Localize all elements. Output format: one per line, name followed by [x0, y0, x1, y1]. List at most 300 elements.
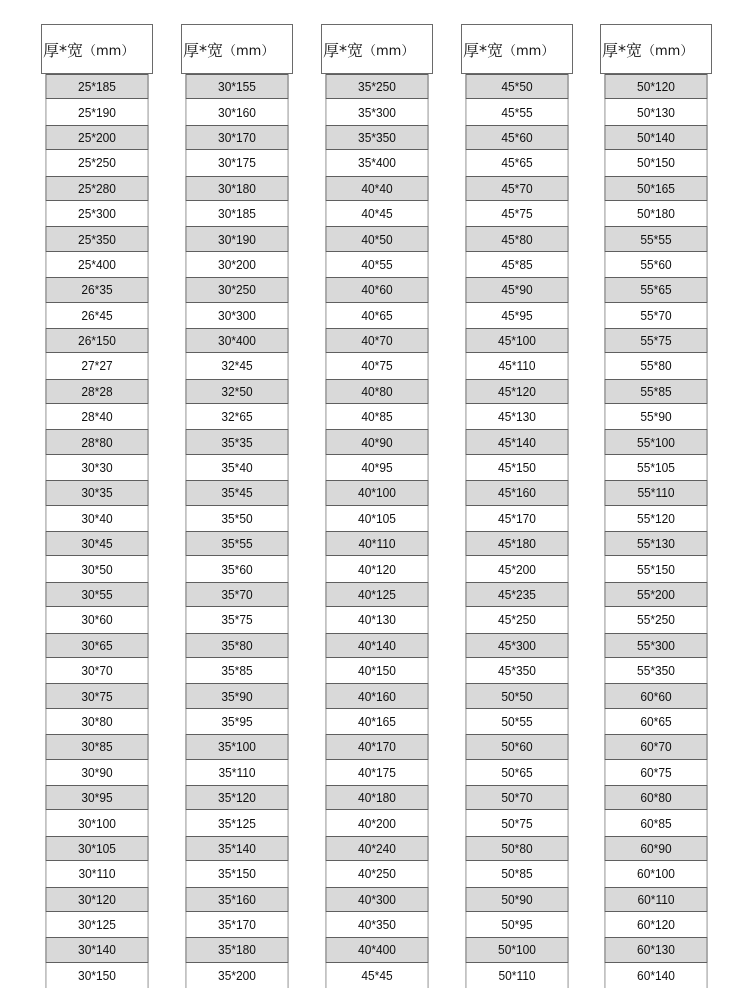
size-cell [45, 150, 148, 175]
size-cell [185, 252, 288, 277]
size-value: 30*110 [78, 866, 116, 882]
size-cell [45, 429, 148, 454]
size-value: 30*185 [218, 206, 256, 222]
size-cell [185, 303, 288, 328]
size-value: 60*85 [640, 815, 672, 831]
size-cell [325, 277, 428, 302]
size-cell [45, 506, 148, 531]
size-cell [604, 506, 707, 531]
size-value: 28*80 [81, 434, 113, 450]
size-cell [45, 328, 148, 353]
size-cell [45, 480, 148, 505]
size-cell [45, 861, 148, 886]
size-cell [325, 74, 428, 99]
size-value: 45*60 [501, 129, 533, 145]
size-value: 45*80 [501, 231, 533, 247]
size-cell [325, 480, 428, 505]
size-value: 55*250 [637, 612, 675, 628]
size-cell [325, 328, 428, 353]
size-rows [600, 74, 712, 988]
size-cell [325, 810, 428, 835]
size-value: 30*90 [81, 764, 113, 780]
size-value: 55*65 [640, 282, 672, 298]
size-value: 45*100 [498, 333, 536, 349]
size-value: 35*85 [221, 663, 253, 679]
size-value: 40*100 [358, 485, 396, 501]
size-value: 40*180 [358, 790, 396, 806]
size-cell [185, 734, 288, 759]
size-cell [185, 582, 288, 607]
size-value: 30*155 [218, 79, 256, 95]
size-cell [465, 74, 568, 99]
size-cell [325, 963, 428, 988]
size-cell [185, 429, 288, 454]
size-value: 45*140 [498, 434, 536, 450]
size-value: 30*170 [218, 129, 256, 145]
size-cell [325, 633, 428, 658]
size-cell [325, 556, 428, 581]
size-value: 35*120 [218, 790, 256, 806]
size-cell [465, 125, 568, 150]
size-value: 50*180 [637, 206, 675, 222]
size-value: 30*180 [218, 180, 256, 196]
column-header [461, 24, 573, 74]
size-cell [604, 861, 707, 886]
size-cell [325, 226, 428, 251]
size-cell [45, 963, 148, 988]
size-value: 25*350 [78, 231, 116, 247]
size-cell [465, 658, 568, 683]
size-value: 40*125 [358, 587, 396, 602]
size-cell [604, 658, 707, 683]
size-value: 30*300 [218, 307, 256, 323]
size-cell [185, 201, 288, 226]
size-value: 40*55 [361, 256, 393, 272]
size-cell [325, 785, 428, 810]
size-value: 45*160 [498, 485, 536, 501]
size-cell [465, 176, 568, 201]
size-rows [461, 74, 573, 988]
size-cell [185, 963, 288, 988]
size-value: 55*300 [637, 637, 675, 653]
size-value: 60*100 [637, 866, 675, 882]
size-cell [604, 480, 707, 505]
size-cell [185, 404, 288, 429]
size-cell [465, 429, 568, 454]
size-cell [45, 760, 148, 785]
size-cell [185, 709, 288, 734]
size-value: 30*70 [81, 663, 113, 679]
size-cell [45, 937, 148, 962]
size-cell [185, 810, 288, 835]
size-value: 50*150 [637, 155, 675, 171]
size-value: 45*300 [498, 637, 536, 653]
size-value: 40*170 [358, 739, 396, 755]
size-value: 55*70 [640, 307, 672, 323]
size-cell [185, 353, 288, 378]
size-cell [325, 404, 428, 429]
size-cell [185, 937, 288, 962]
size-cell [45, 252, 148, 277]
size-value: 26*35 [81, 282, 113, 298]
size-value: 35*200 [218, 967, 256, 983]
size-value: 35*170 [218, 917, 256, 933]
size-cell [604, 734, 707, 759]
size-cell [185, 531, 288, 556]
size-cell [45, 455, 148, 480]
size-value: 35*50 [221, 510, 253, 526]
size-value: 55*80 [640, 358, 672, 374]
size-cell [604, 810, 707, 835]
size-value: 40*175 [358, 764, 396, 780]
size-cell [45, 125, 148, 150]
size-cell [45, 556, 148, 581]
size-value: 40*250 [358, 866, 396, 882]
size-cell [45, 201, 148, 226]
size-value: 26*150 [78, 333, 116, 349]
size-cell [45, 734, 148, 759]
size-value: 40*110 [358, 536, 396, 552]
size-cell [465, 201, 568, 226]
size-value: 50*140 [637, 129, 675, 145]
size-rows [41, 74, 153, 988]
size-value: 50*75 [501, 815, 533, 831]
size-value: 35*250 [358, 79, 396, 95]
size-value: 25*400 [78, 256, 116, 272]
size-value: 60*90 [640, 840, 672, 856]
size-cell [45, 74, 148, 99]
size-value: 50*120 [637, 79, 675, 95]
size-cell [325, 455, 428, 480]
size-value: 40*140 [358, 637, 396, 653]
size-cell [185, 506, 288, 531]
column-header [321, 24, 433, 74]
size-value: 55*110 [637, 485, 675, 501]
size-value: 32*65 [221, 409, 253, 425]
size-value: 40*90 [361, 434, 393, 450]
size-value: 40*75 [361, 358, 393, 374]
size-rows [321, 74, 433, 988]
size-cell [465, 455, 568, 480]
size-cell [45, 404, 148, 429]
size-value: 45*200 [498, 561, 536, 577]
size-cell [465, 99, 568, 124]
size-value: 40*120 [358, 561, 396, 577]
size-cell [465, 785, 568, 810]
size-cell [465, 556, 568, 581]
size-cell [185, 683, 288, 708]
size-cell [604, 937, 707, 962]
size-cell [185, 277, 288, 302]
size-cell [325, 303, 428, 328]
size-value: 45*250 [498, 612, 536, 628]
size-value: 40*160 [358, 688, 396, 704]
size-value: 55*100 [637, 434, 675, 450]
size-cell [325, 531, 428, 556]
size-cell [465, 912, 568, 937]
size-value: 50*70 [501, 790, 533, 806]
size-cell [185, 480, 288, 505]
size-value: 60*80 [640, 790, 672, 806]
header-label: 厚*宽 [602, 40, 643, 60]
size-cell [45, 607, 148, 632]
size-cell [325, 861, 428, 886]
size-cell [185, 760, 288, 785]
size-cell [604, 531, 707, 556]
size-value: 35*110 [218, 764, 256, 780]
size-value: 35*45 [221, 485, 253, 501]
size-cell [604, 683, 707, 708]
size-cell [604, 99, 707, 124]
size-value: 30*95 [81, 790, 113, 806]
size-value: 60*110 [637, 891, 675, 907]
size-value: 45*170 [498, 510, 536, 526]
size-cell [465, 633, 568, 658]
size-value: 30*175 [218, 155, 256, 171]
size-value: 55*75 [640, 333, 672, 349]
size-cell [185, 861, 288, 886]
size-cell [465, 937, 568, 962]
size-cell [45, 709, 148, 734]
size-cell [465, 379, 568, 404]
size-cell [45, 99, 148, 124]
size-cell [604, 252, 707, 277]
size-value: 30*45 [81, 536, 113, 552]
size-value: 30*140 [78, 942, 116, 958]
size-value: 40*240 [358, 840, 396, 856]
size-cell [185, 99, 288, 124]
column-header [600, 24, 712, 74]
size-value: 45*50 [501, 79, 533, 95]
size-value: 55*105 [637, 460, 675, 476]
size-value: 30*150 [78, 967, 116, 983]
size-cell [45, 531, 148, 556]
size-cell [45, 912, 148, 937]
size-rows [181, 74, 293, 988]
size-value: 30*200 [218, 256, 256, 272]
size-value: 60*75 [640, 764, 672, 780]
size-cell [465, 683, 568, 708]
header-label: 厚*宽 [183, 40, 224, 60]
size-value: 50*60 [501, 739, 533, 755]
size-value: 50*95 [501, 917, 533, 933]
size-value: 60*70 [640, 739, 672, 755]
size-cell [465, 734, 568, 759]
size-value: 25*250 [78, 155, 116, 171]
size-cell [185, 633, 288, 658]
size-cell [465, 404, 568, 429]
size-value: 28*28 [81, 383, 113, 399]
size-cell [465, 836, 568, 861]
size-cell [185, 176, 288, 201]
size-value: 40*40 [361, 180, 393, 196]
size-value: 30*105 [78, 840, 116, 856]
size-value: 60*120 [637, 917, 675, 933]
size-cell [604, 633, 707, 658]
size-value: 30*30 [81, 460, 113, 476]
size-cell [604, 226, 707, 251]
size-value: 35*100 [218, 739, 256, 755]
size-value: 35*95 [221, 713, 253, 729]
size-value: 30*250 [218, 282, 256, 298]
size-cell [45, 176, 148, 201]
size-cell [185, 658, 288, 683]
size-value: 55*90 [640, 409, 672, 425]
size-cell [465, 810, 568, 835]
size-cell [604, 582, 707, 607]
size-value: 60*140 [637, 967, 675, 983]
size-value: 50*50 [501, 688, 533, 704]
size-column-5 [600, 24, 712, 988]
size-value: 35*350 [358, 129, 396, 145]
size-value: 30*400 [218, 333, 256, 349]
size-cell [604, 556, 707, 581]
size-value: 45*130 [498, 409, 536, 425]
size-value: 50*65 [501, 764, 533, 780]
size-value: 55*130 [637, 536, 675, 552]
size-cell [604, 303, 707, 328]
size-cell [604, 963, 707, 988]
size-value: 55*60 [640, 256, 672, 272]
header-unit: （mm） [363, 43, 415, 59]
size-cell [45, 887, 148, 912]
size-value: 40*85 [361, 409, 393, 425]
size-value: 45*95 [501, 307, 533, 323]
size-cell [45, 353, 148, 378]
size-value: 45*235 [498, 587, 536, 602]
size-cell [604, 760, 707, 785]
size-value: 35*75 [221, 612, 253, 628]
size-value: 45*150 [498, 460, 536, 476]
size-cell [604, 328, 707, 353]
size-cell [185, 887, 288, 912]
size-value: 50*100 [498, 942, 536, 958]
size-value: 40*65 [361, 307, 393, 323]
size-value: 30*85 [81, 739, 113, 755]
size-value: 40*60 [361, 282, 393, 298]
size-cell [185, 379, 288, 404]
size-value: 55*120 [637, 510, 675, 526]
size-value: 55*85 [640, 383, 672, 399]
header-label: 厚*宽 [43, 40, 84, 60]
size-cell [604, 785, 707, 810]
size-cell [325, 99, 428, 124]
size-value: 50*165 [637, 180, 675, 196]
size-cell [465, 328, 568, 353]
size-value: 45*180 [498, 536, 536, 552]
size-cell [604, 201, 707, 226]
size-cell [465, 506, 568, 531]
header-unit: （mm） [503, 43, 555, 59]
size-value: 30*80 [81, 713, 113, 729]
size-value: 60*60 [640, 688, 672, 704]
size-cell [604, 429, 707, 454]
size-cell [185, 74, 288, 99]
size-value: 30*55 [81, 587, 113, 602]
size-value: 35*40 [221, 460, 253, 476]
size-cell [185, 912, 288, 937]
size-cell [185, 556, 288, 581]
size-value: 45*90 [501, 282, 533, 298]
size-cell [604, 709, 707, 734]
header-unit: （mm） [83, 43, 135, 59]
size-cell [465, 277, 568, 302]
size-cell [185, 785, 288, 810]
size-cell [45, 277, 148, 302]
size-value: 35*125 [218, 815, 256, 831]
size-cell [465, 861, 568, 886]
size-value: 26*45 [81, 307, 113, 323]
size-column-1 [41, 24, 153, 988]
size-cell [45, 658, 148, 683]
size-value: 25*280 [78, 180, 116, 196]
size-value: 30*50 [81, 561, 113, 577]
size-value: 50*90 [501, 891, 533, 907]
size-cell [45, 810, 148, 835]
size-value: 40*80 [361, 383, 393, 399]
size-cell [185, 836, 288, 861]
size-cell [325, 683, 428, 708]
size-cell [604, 125, 707, 150]
size-value: 40*400 [358, 942, 396, 958]
size-cell [325, 429, 428, 454]
size-cell [325, 176, 428, 201]
size-value: 40*350 [358, 917, 396, 933]
size-value: 28*40 [81, 409, 113, 425]
size-column-2 [181, 24, 293, 988]
size-value: 40*45 [361, 206, 393, 222]
size-cell [185, 150, 288, 175]
size-value: 40*95 [361, 460, 393, 476]
header-unit: （mm） [642, 43, 694, 59]
size-value: 35*140 [218, 840, 256, 856]
size-cell [325, 506, 428, 531]
size-cell [325, 912, 428, 937]
size-value: 30*40 [81, 510, 113, 526]
size-value: 30*160 [218, 104, 256, 120]
size-value: 35*150 [218, 866, 256, 882]
size-value: 32*45 [221, 358, 253, 374]
size-cell [604, 277, 707, 302]
size-value: 32*50 [221, 383, 253, 399]
size-column-3 [321, 24, 433, 988]
size-value: 30*190 [218, 231, 256, 247]
size-value: 60*130 [637, 942, 675, 958]
size-value: 35*60 [221, 561, 253, 577]
size-value: 25*200 [78, 129, 116, 145]
size-column-4 [461, 24, 573, 988]
size-cell [604, 176, 707, 201]
size-cell [325, 379, 428, 404]
header-unit: （mm） [223, 43, 275, 59]
size-cell [325, 658, 428, 683]
size-value: 35*300 [358, 104, 396, 120]
size-cell [45, 582, 148, 607]
size-value: 40*150 [358, 663, 396, 679]
size-value: 40*165 [358, 713, 396, 729]
size-cell [45, 633, 148, 658]
size-cell [185, 125, 288, 150]
size-value: 45*70 [501, 180, 533, 196]
size-value: 30*100 [78, 815, 116, 831]
size-cell [604, 74, 707, 99]
size-value: 55*350 [637, 663, 675, 679]
size-cell [45, 683, 148, 708]
size-cell [604, 836, 707, 861]
size-value: 25*185 [78, 79, 116, 95]
size-cell [325, 937, 428, 962]
size-value: 27*27 [81, 358, 113, 374]
